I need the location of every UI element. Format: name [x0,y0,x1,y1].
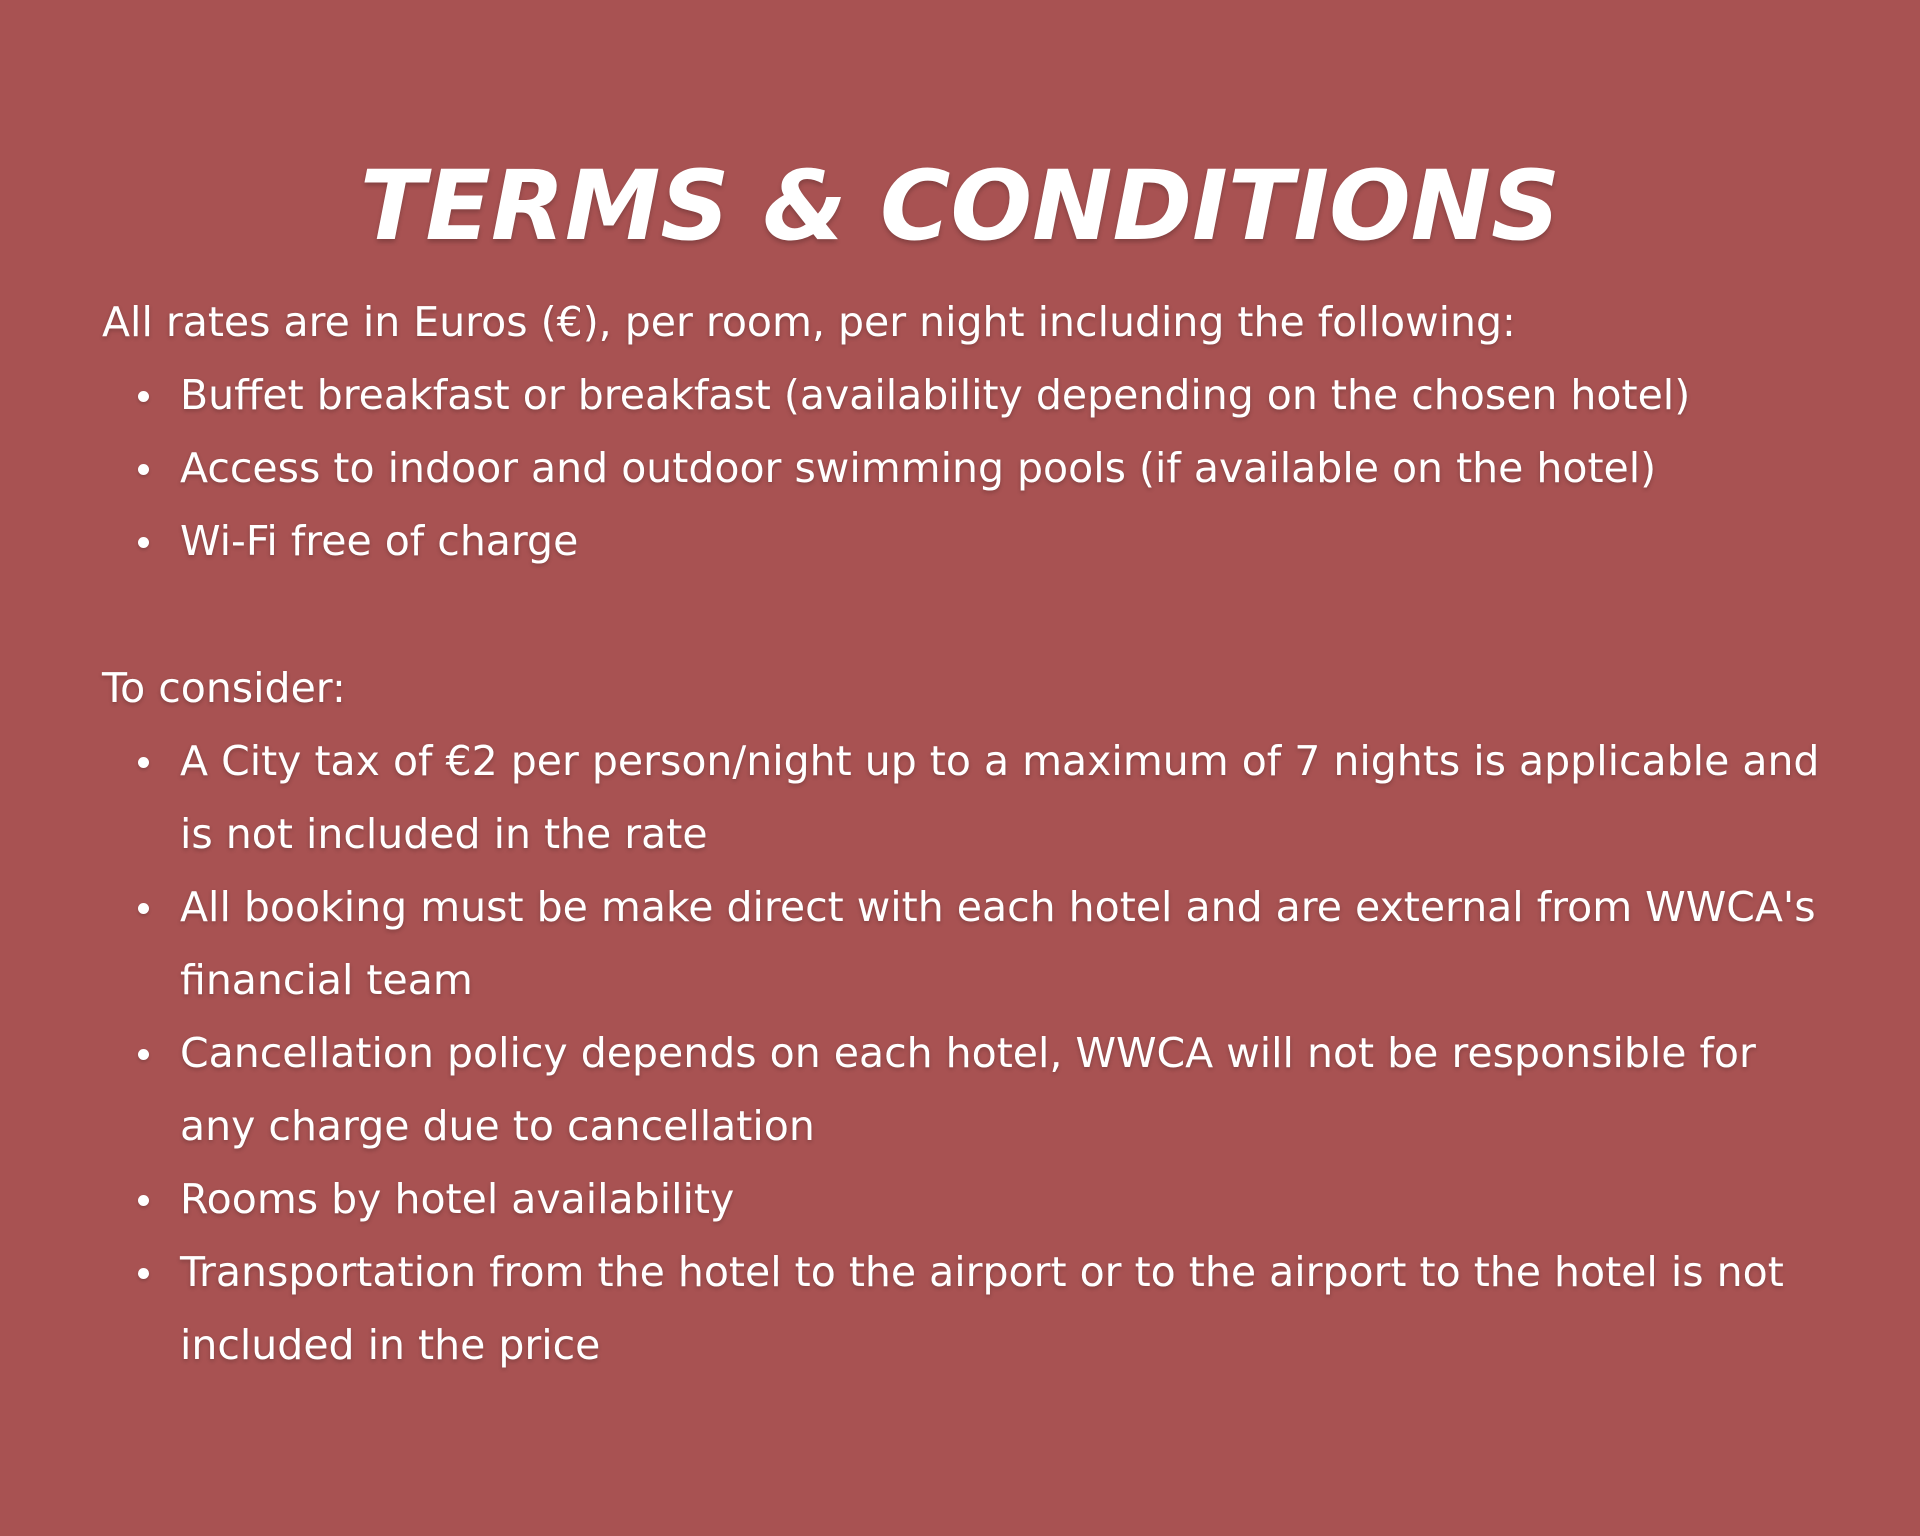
bullet-icon [138,757,149,768]
bullet-icon [138,391,149,402]
list-item [102,505,1822,578]
bullet-icon [138,464,149,475]
bullet-icon [138,537,149,548]
list-item-text: Rooms by hotel availability [180,1175,735,1223]
list-item-text: A City tax of €2 per person/night up to a maximum of 7 nights is applicable and is not included in the rate [180,737,1820,858]
consider-intro: To consider: [102,664,346,712]
list-item [102,1163,1822,1236]
included-intro: All rates are in Euros (€), per room, per night including the following: [102,298,1516,346]
consider-list [102,725,1822,1382]
included-section [102,286,1822,578]
bullet-icon [138,1049,149,1060]
list-item [102,432,1822,505]
page-title: TERMS & CONDITIONS [359,150,1561,263]
list-item-text: Cancellation policy depends on each hotel, WWCA will not be responsible for any charge due to cancellation [180,1029,1756,1150]
bullet-icon [138,903,149,914]
list-item [102,1236,1822,1382]
bullet-icon [138,1195,149,1206]
list-item-text: Transportation from the hotel to the airport or to the airport to the hotel is not included in the price [180,1248,1784,1369]
list-item [102,1017,1822,1163]
list-item [102,725,1822,871]
list-item-text: All booking must be make direct with each hotel and are external from WWCA's financial team [180,883,1816,1004]
list-item-text: Wi-Fi free of charge [180,517,579,565]
list-item [102,871,1822,1017]
list-item [102,359,1822,432]
list-item-text: Buffet breakfast or breakfast (availability depending on the chosen hotel) [180,371,1691,419]
bullet-icon [138,1268,149,1279]
consider-section [102,652,1822,1382]
included-list [102,359,1822,578]
list-item-text: Access to indoor and outdoor swimming pools (if available on the hotel) [180,444,1657,492]
